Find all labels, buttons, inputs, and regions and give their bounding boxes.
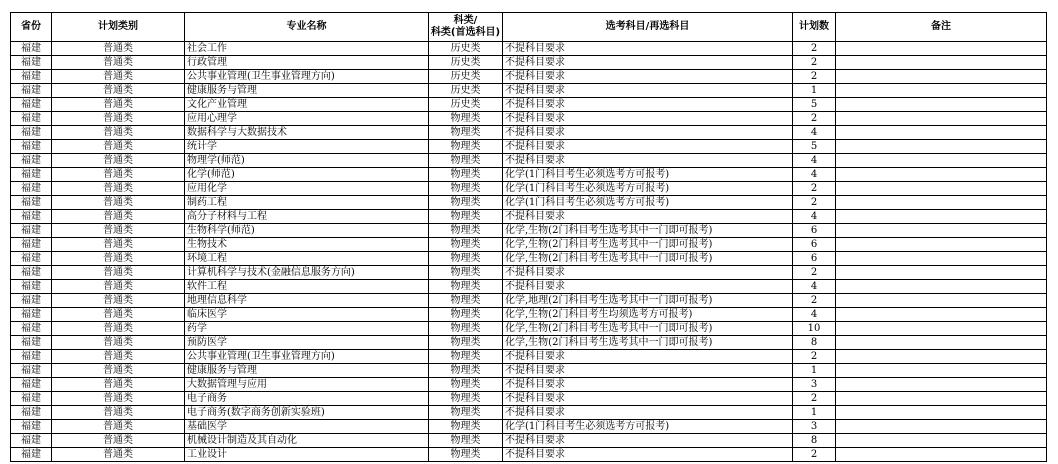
plan-count-cell: 2 — [793, 42, 836, 56]
remarks-cell — [836, 322, 1047, 336]
plan-count-cell: 2 — [793, 182, 836, 196]
remarks-cell — [836, 448, 1047, 462]
province-cell: 福建 — [11, 364, 52, 378]
plan-category-cell: 普通类 — [52, 182, 185, 196]
major-name-cell: 大数据管理与应用 — [185, 378, 429, 392]
table-row — [11, 434, 1047, 448]
subject-category-cell: 物理类 — [429, 378, 503, 392]
plan-count-cell: 2 — [793, 196, 836, 210]
plan-category-cell: 普通类 — [52, 308, 185, 322]
province-cell: 福建 — [11, 182, 52, 196]
remarks-cell — [836, 294, 1047, 308]
plan-category-cell: 普通类 — [52, 336, 185, 350]
major-name-cell: 基础医学 — [185, 420, 429, 434]
elective-subjects-cell: 化学(1门科目考生必须选考方可报考) — [503, 196, 793, 210]
table-row — [11, 84, 1047, 98]
remarks-cell — [836, 238, 1047, 252]
remarks-cell — [836, 140, 1047, 154]
major-name-cell: 临床医学 — [185, 308, 429, 322]
major-name-cell: 地理信息科学 — [185, 294, 429, 308]
remarks-cell — [836, 420, 1047, 434]
subject-category-cell: 历史类 — [429, 84, 503, 98]
header-plan-category: 计划类别 — [52, 13, 185, 42]
header-row — [11, 13, 1047, 42]
elective-subjects-cell: 化学,生物(2门科目考生选考其中一门即可报考) — [503, 224, 793, 238]
subject-category-cell: 物理类 — [429, 168, 503, 182]
elective-subjects-cell: 化学(1门科目考生必须选考方可报考) — [503, 168, 793, 182]
plan-count-cell: 4 — [793, 126, 836, 140]
elective-subjects-cell: 化学,生物(2门科目考生选考其中一门即可报考) — [503, 336, 793, 350]
table-row — [11, 42, 1047, 56]
elective-subjects-cell: 不提科目要求 — [503, 350, 793, 364]
plan-category-cell: 普通类 — [52, 154, 185, 168]
header-plan-count: 计划数 — [793, 13, 836, 42]
remarks-cell — [836, 406, 1047, 420]
major-name-cell: 文化产业管理 — [185, 98, 429, 112]
plan-category-cell: 普通类 — [52, 98, 185, 112]
table-row — [11, 112, 1047, 126]
table-row — [11, 196, 1047, 210]
remarks-cell — [836, 308, 1047, 322]
remarks-cell — [836, 210, 1047, 224]
province-cell: 福建 — [11, 280, 52, 294]
remarks-cell — [836, 364, 1047, 378]
major-name-cell: 预防医学 — [185, 336, 429, 350]
table-row — [11, 266, 1047, 280]
table-row — [11, 210, 1047, 224]
plan-category-cell: 普通类 — [52, 238, 185, 252]
plan-count-cell: 2 — [793, 56, 836, 70]
elective-subjects-cell: 不提科目要求 — [503, 140, 793, 154]
major-name-cell: 物理学(师范) — [185, 154, 429, 168]
subject-category-cell: 物理类 — [429, 294, 503, 308]
elective-subjects-cell: 不提科目要求 — [503, 84, 793, 98]
province-cell: 福建 — [11, 168, 52, 182]
remarks-cell — [836, 196, 1047, 210]
elective-subjects-cell: 不提科目要求 — [503, 392, 793, 406]
province-cell: 福建 — [11, 420, 52, 434]
province-cell: 福建 — [11, 112, 52, 126]
province-cell: 福建 — [11, 434, 52, 448]
plan-count-cell: 2 — [793, 350, 836, 364]
header-major-name: 专业名称 — [185, 13, 429, 42]
province-cell: 福建 — [11, 126, 52, 140]
province-cell: 福建 — [11, 210, 52, 224]
plan-count-cell: 8 — [793, 434, 836, 448]
subject-category-cell: 物理类 — [429, 448, 503, 462]
plan-category-cell: 普通类 — [52, 70, 185, 84]
elective-subjects-cell: 不提科目要求 — [503, 154, 793, 168]
province-cell: 福建 — [11, 406, 52, 420]
province-cell: 福建 — [11, 266, 52, 280]
header-elective-subjects: 选考科目/再选科目 — [503, 13, 793, 42]
elective-subjects-cell: 不提科目要求 — [503, 406, 793, 420]
subject-category-cell: 物理类 — [429, 140, 503, 154]
elective-subjects-cell: 化学(1门科目考生必须选考方可报考) — [503, 182, 793, 196]
remarks-cell — [836, 434, 1047, 448]
province-cell: 福建 — [11, 448, 52, 462]
major-name-cell: 应用心理学 — [185, 112, 429, 126]
plan-count-cell: 4 — [793, 210, 836, 224]
major-name-cell: 健康服务与管理 — [185, 84, 429, 98]
elective-subjects-cell: 不提科目要求 — [503, 280, 793, 294]
plan-category-cell: 普通类 — [52, 448, 185, 462]
plan-category-cell: 普通类 — [52, 56, 185, 70]
major-name-cell: 软件工程 — [185, 280, 429, 294]
major-name-cell: 生物技术 — [185, 238, 429, 252]
subject-category-cell: 物理类 — [429, 112, 503, 126]
elective-subjects-cell: 不提科目要求 — [503, 434, 793, 448]
plan-category-cell: 普通类 — [52, 294, 185, 308]
province-cell: 福建 — [11, 350, 52, 364]
plan-count-cell: 1 — [793, 84, 836, 98]
remarks-cell — [836, 126, 1047, 140]
plan-category-cell: 普通类 — [52, 168, 185, 182]
table-row — [11, 294, 1047, 308]
elective-subjects-cell: 不提科目要求 — [503, 112, 793, 126]
major-name-cell: 计算机科学与技术(金融信息服务方向) — [185, 266, 429, 280]
elective-subjects-cell: 不提科目要求 — [503, 70, 793, 84]
subject-category-cell: 物理类 — [429, 280, 503, 294]
subject-category-cell: 物理类 — [429, 406, 503, 420]
plan-count-cell: 2 — [793, 112, 836, 126]
province-cell: 福建 — [11, 84, 52, 98]
plan-category-cell: 普通类 — [52, 224, 185, 238]
province-cell: 福建 — [11, 322, 52, 336]
plan-count-cell: 6 — [793, 252, 836, 266]
plan-count-cell: 6 — [793, 238, 836, 252]
major-name-cell: 制药工程 — [185, 196, 429, 210]
table-row — [11, 308, 1047, 322]
province-cell: 福建 — [11, 308, 52, 322]
subject-category-cell: 物理类 — [429, 238, 503, 252]
plan-count-cell: 2 — [793, 294, 836, 308]
remarks-cell — [836, 336, 1047, 350]
elective-subjects-cell: 化学,生物(2门科目考生均须选考方可报考) — [503, 308, 793, 322]
table-row — [11, 56, 1047, 70]
table-row — [11, 154, 1047, 168]
major-name-cell: 电子商务(数字商务创新实验班) — [185, 406, 429, 420]
plan-count-cell: 1 — [793, 364, 836, 378]
header-province: 省份 — [11, 13, 52, 42]
plan-count-cell: 3 — [793, 420, 836, 434]
subject-category-cell: 物理类 — [429, 434, 503, 448]
plan-count-cell: 2 — [793, 266, 836, 280]
plan-count-cell: 10 — [793, 322, 836, 336]
plan-category-cell: 普通类 — [52, 84, 185, 98]
remarks-cell — [836, 182, 1047, 196]
remarks-cell — [836, 112, 1047, 126]
subject-category-cell: 物理类 — [429, 196, 503, 210]
major-name-cell: 高分子材料与工程 — [185, 210, 429, 224]
remarks-cell — [836, 168, 1047, 182]
major-name-cell: 数据科学与大数据技术 — [185, 126, 429, 140]
table-row — [11, 70, 1047, 84]
remarks-cell — [836, 350, 1047, 364]
plan-category-cell: 普通类 — [52, 112, 185, 126]
plan-count-cell: 5 — [793, 140, 836, 154]
major-name-cell: 统计学 — [185, 140, 429, 154]
subject-category-cell: 物理类 — [429, 350, 503, 364]
subject-category-cell: 历史类 — [429, 56, 503, 70]
remarks-cell — [836, 392, 1047, 406]
table-row — [11, 420, 1047, 434]
subject-category-cell: 物理类 — [429, 420, 503, 434]
subject-category-cell: 历史类 — [429, 98, 503, 112]
elective-subjects-cell: 化学,生物(2门科目考生选考其中一门即可报考) — [503, 252, 793, 266]
province-cell: 福建 — [11, 196, 52, 210]
plan-category-cell: 普通类 — [52, 364, 185, 378]
plan-category-cell: 普通类 — [52, 280, 185, 294]
elective-subjects-cell: 化学,地理(2门科目考生选考其中一门即可报考) — [503, 294, 793, 308]
province-cell: 福建 — [11, 336, 52, 350]
remarks-cell — [836, 84, 1047, 98]
plan-category-cell: 普通类 — [52, 252, 185, 266]
subject-category-cell: 物理类 — [429, 364, 503, 378]
table-row — [11, 406, 1047, 420]
elective-subjects-cell: 不提科目要求 — [503, 448, 793, 462]
province-cell: 福建 — [11, 252, 52, 266]
plan-category-cell: 普通类 — [52, 378, 185, 392]
major-name-cell: 行政管理 — [185, 56, 429, 70]
plan-count-cell: 8 — [793, 336, 836, 350]
remarks-cell — [836, 70, 1047, 84]
table-row — [11, 322, 1047, 336]
major-name-cell: 电子商务 — [185, 392, 429, 406]
table-row — [11, 182, 1047, 196]
subject-category-cell: 物理类 — [429, 182, 503, 196]
remarks-cell — [836, 42, 1047, 56]
elective-subjects-cell: 不提科目要求 — [503, 364, 793, 378]
major-name-cell: 公共事业管理(卫生事业管理方向) — [185, 350, 429, 364]
plan-count-cell: 2 — [793, 392, 836, 406]
major-name-cell: 社会工作 — [185, 42, 429, 56]
remarks-cell — [836, 98, 1047, 112]
remarks-cell — [836, 154, 1047, 168]
plan-category-cell: 普通类 — [52, 42, 185, 56]
plan-category-cell: 普通类 — [52, 392, 185, 406]
province-cell: 福建 — [11, 392, 52, 406]
subject-category-cell: 物理类 — [429, 252, 503, 266]
plan-count-cell: 6 — [793, 224, 836, 238]
header-remarks: 备注 — [836, 13, 1047, 42]
province-cell: 福建 — [11, 42, 52, 56]
remarks-cell — [836, 224, 1047, 238]
plan-count-cell: 4 — [793, 168, 836, 182]
province-cell: 福建 — [11, 70, 52, 84]
table-row — [11, 98, 1047, 112]
table-row — [11, 140, 1047, 154]
plan-count-cell: 2 — [793, 70, 836, 84]
table-row — [11, 280, 1047, 294]
header-subject-category: 科类/ 科类(首选科目) — [429, 13, 503, 42]
plan-category-cell: 普通类 — [52, 406, 185, 420]
plan-category-cell: 普通类 — [52, 140, 185, 154]
subject-category-cell: 历史类 — [429, 70, 503, 84]
subject-category-cell: 物理类 — [429, 308, 503, 322]
remarks-cell — [836, 252, 1047, 266]
elective-subjects-cell: 不提科目要求 — [503, 56, 793, 70]
subject-category-cell: 物理类 — [429, 154, 503, 168]
plan-count-cell: 4 — [793, 154, 836, 168]
major-name-cell: 生物科学(师范) — [185, 224, 429, 238]
elective-subjects-cell: 不提科目要求 — [503, 378, 793, 392]
subject-category-cell: 历史类 — [429, 42, 503, 56]
table-row — [11, 350, 1047, 364]
table-row — [11, 378, 1047, 392]
province-cell: 福建 — [11, 154, 52, 168]
plan-category-cell: 普通类 — [52, 266, 185, 280]
subject-category-cell: 物理类 — [429, 126, 503, 140]
table-body — [11, 42, 1047, 462]
major-name-cell: 环境工程 — [185, 252, 429, 266]
subject-category-cell: 物理类 — [429, 336, 503, 350]
subject-category-cell: 物理类 — [429, 224, 503, 238]
elective-subjects-cell: 不提科目要求 — [503, 42, 793, 56]
table-row — [11, 224, 1047, 238]
plan-category-cell: 普通类 — [52, 210, 185, 224]
subject-category-cell: 物理类 — [429, 210, 503, 224]
plan-count-cell: 4 — [793, 280, 836, 294]
plan-count-cell: 4 — [793, 308, 836, 322]
province-cell: 福建 — [11, 224, 52, 238]
table-row — [11, 336, 1047, 350]
table-row — [11, 252, 1047, 266]
major-name-cell: 应用化学 — [185, 182, 429, 196]
table-row — [11, 392, 1047, 406]
plan-count-cell: 3 — [793, 378, 836, 392]
enrollment-plan-table — [10, 12, 1047, 462]
major-name-cell: 工业设计 — [185, 448, 429, 462]
plan-category-cell: 普通类 — [52, 350, 185, 364]
major-name-cell: 机械设计制造及其自动化 — [185, 434, 429, 448]
remarks-cell — [836, 266, 1047, 280]
elective-subjects-cell: 不提科目要求 — [503, 98, 793, 112]
subject-category-cell: 物理类 — [429, 266, 503, 280]
table-row — [11, 238, 1047, 252]
major-name-cell: 化学(师范) — [185, 168, 429, 182]
province-cell: 福建 — [11, 378, 52, 392]
province-cell: 福建 — [11, 294, 52, 308]
elective-subjects-cell: 不提科目要求 — [503, 266, 793, 280]
major-name-cell: 药学 — [185, 322, 429, 336]
province-cell: 福建 — [11, 140, 52, 154]
major-name-cell: 健康服务与管理 — [185, 364, 429, 378]
subject-category-cell: 物理类 — [429, 322, 503, 336]
elective-subjects-cell: 不提科目要求 — [503, 126, 793, 140]
plan-category-cell: 普通类 — [52, 126, 185, 140]
province-cell: 福建 — [11, 238, 52, 252]
plan-count-cell: 1 — [793, 406, 836, 420]
plan-category-cell: 普通类 — [52, 196, 185, 210]
table-row — [11, 126, 1047, 140]
remarks-cell — [836, 56, 1047, 70]
plan-count-cell: 2 — [793, 448, 836, 462]
plan-category-cell: 普通类 — [52, 322, 185, 336]
elective-subjects-cell: 化学(1门科目考生必须选考方可报考) — [503, 420, 793, 434]
remarks-cell — [836, 378, 1047, 392]
plan-category-cell: 普通类 — [52, 434, 185, 448]
province-cell: 福建 — [11, 56, 52, 70]
remarks-cell — [836, 280, 1047, 294]
table-row — [11, 448, 1047, 462]
table-row — [11, 364, 1047, 378]
major-name-cell: 公共事业管理(卫生事业管理方向) — [185, 70, 429, 84]
elective-subjects-cell: 化学,生物(2门科目考生选考其中一门即可报考) — [503, 238, 793, 252]
plan-count-cell: 5 — [793, 98, 836, 112]
elective-subjects-cell: 不提科目要求 — [503, 210, 793, 224]
plan-category-cell: 普通类 — [52, 420, 185, 434]
province-cell: 福建 — [11, 98, 52, 112]
table-row — [11, 168, 1047, 182]
elective-subjects-cell: 化学,生物(2门科目考生选考其中一门即可报考) — [503, 322, 793, 336]
subject-category-cell: 物理类 — [429, 392, 503, 406]
